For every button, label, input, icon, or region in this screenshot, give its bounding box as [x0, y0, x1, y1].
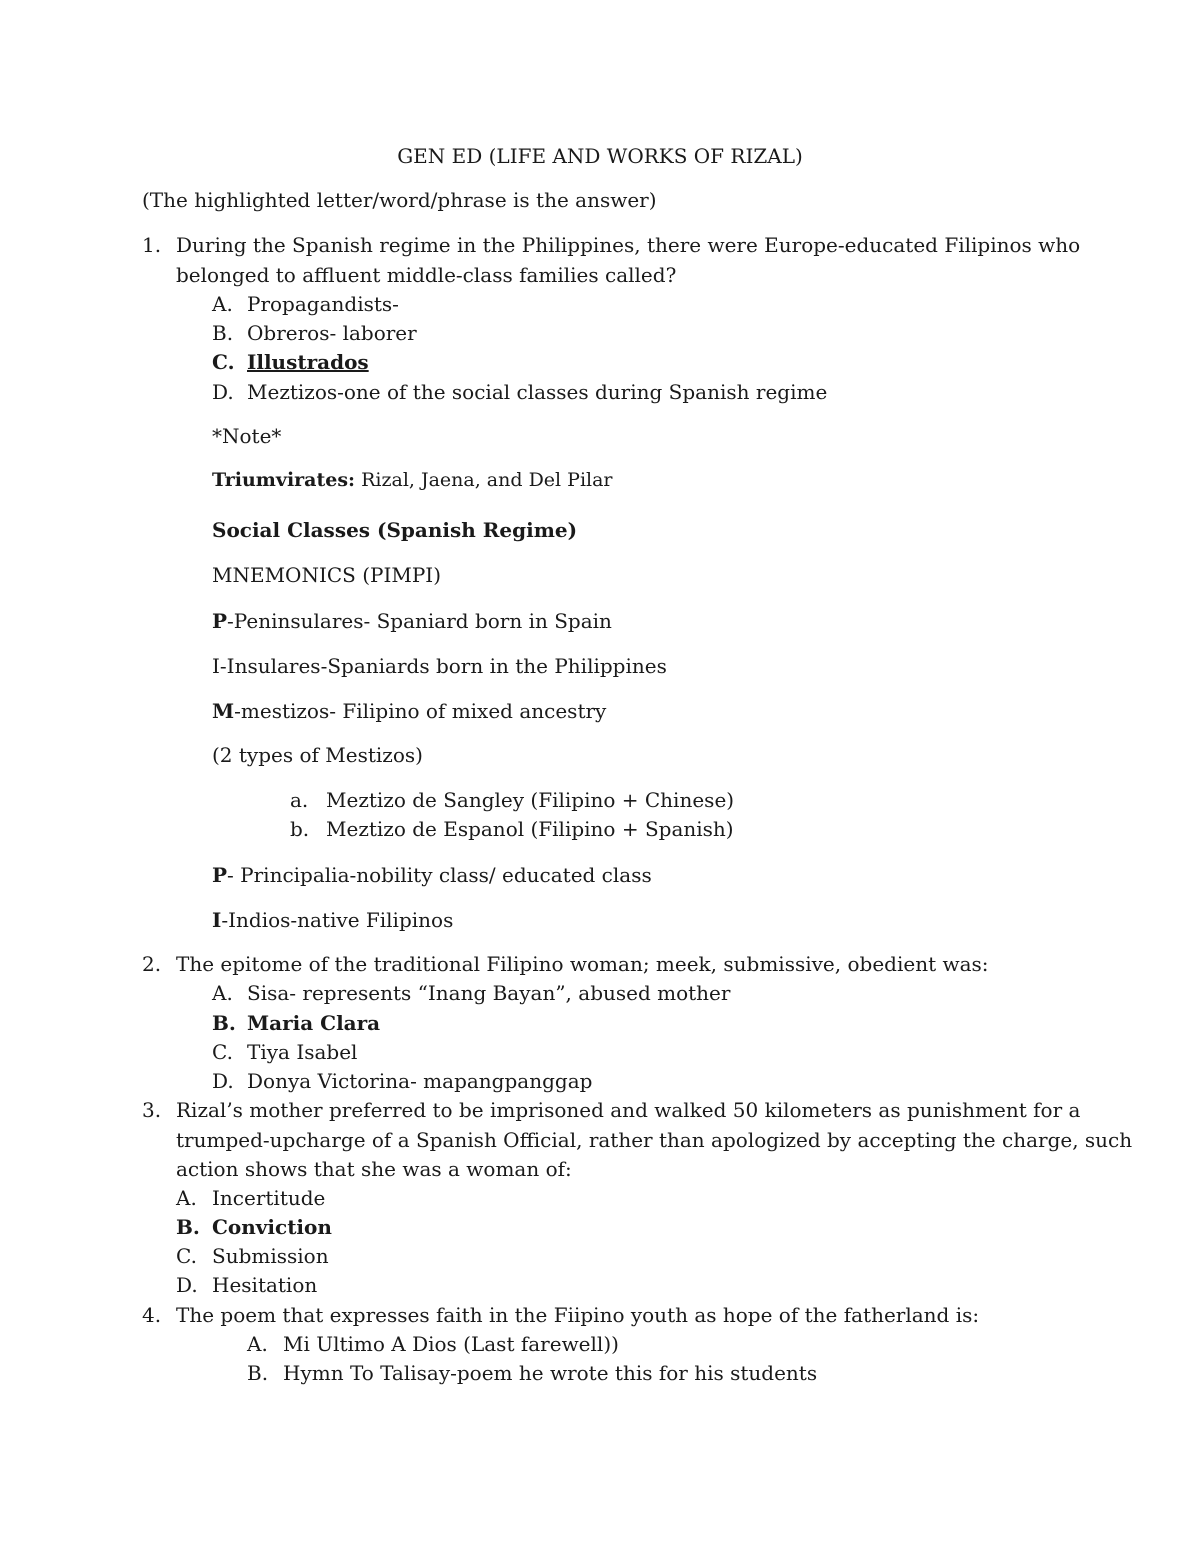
instruction-text: (The highlighted letter/word/phrase is the answer) [142, 188, 657, 212]
class-description: - Principalia-nobility class/ educated class [227, 863, 652, 887]
question-number: 4. [142, 1303, 162, 1327]
mestizo-type-text: Meztizo de Espanol (Filipino + Spanish) [326, 817, 734, 841]
document-title: GEN ED (LIFE AND WORKS OF RIZAL) [397, 144, 803, 168]
class-line [212, 652, 667, 680]
option-letter: A. [212, 981, 233, 1005]
option-letter: A. [212, 292, 233, 316]
option-letter: C. [176, 1244, 197, 1268]
class-line [212, 861, 652, 889]
question-number: 3. [142, 1098, 162, 1122]
class-initial: I [212, 908, 222, 932]
triumvirates-label: Triumvirates: [212, 469, 356, 491]
question-text-line: trumped-upcharge of a Spanish Official, rather than apologized by accepting the charge, such [176, 1128, 1133, 1152]
social-classes-heading: Social Classes (Spanish Regime) [212, 518, 578, 542]
class-description: -Indios-native Filipinos [221, 908, 454, 932]
triumvirates-text: Rizal, Jaena, and Del Pilar [355, 469, 613, 491]
mestizo-type-text: Meztizo de Sangley (Filipino + Chinese) [326, 788, 735, 812]
option-text: Donya Victorina- mapangpanggap [247, 1069, 593, 1093]
answer-option-letter: C. [212, 350, 235, 374]
class-line [212, 906, 453, 934]
question-number: 1. [142, 233, 162, 257]
option-text: Tiya Isabel [247, 1040, 358, 1064]
option-text: Mi Ultimo A Dios (Last farewell)) [283, 1332, 619, 1356]
answer-option-letter: B. [212, 1011, 236, 1035]
answer-option-letter: B. [176, 1215, 200, 1239]
option-letter: A. [176, 1186, 197, 1210]
mestizo-type-letter: a. [290, 788, 309, 812]
answer-option-text: Illustrados [247, 350, 369, 374]
note-label: *Note* [212, 424, 282, 448]
mnemonics-label: MNEMONICS (PIMPI) [212, 563, 442, 587]
question-text-line: During the Spanish regime in the Philippines, there were Europe-educated Filipinos who [176, 233, 1081, 257]
option-text: Meztizos-one of the social classes during Spanish regime [247, 380, 828, 404]
option-letter: A. [247, 1332, 268, 1356]
question-text-line: The poem that expresses faith in the Fiipino youth as hope of the fatherland is: [176, 1303, 980, 1327]
class-line [212, 697, 606, 725]
option-text: Propagandists- [247, 292, 399, 316]
option-text: Obreros- laborer [247, 321, 417, 345]
class-description: -Peninsulares- Spaniard born in Spain [227, 609, 612, 633]
option-text: Hymn To Talisay-poem he wrote this for his students [283, 1361, 818, 1385]
class-description: -mestizos- Filipino of mixed ancestry [234, 699, 607, 723]
mestizo-types-label: (2 types of Mestizos) [212, 743, 423, 767]
triumvirates-line [212, 466, 613, 494]
question-text-line: action shows that she was a woman of: [176, 1157, 572, 1181]
option-text: Hesitation [212, 1273, 318, 1297]
option-letter: B. [212, 321, 234, 345]
answer-option-text: Conviction [212, 1215, 332, 1239]
option-letter: C. [212, 1040, 233, 1064]
class-initial: P [212, 863, 228, 887]
option-letter: D. [176, 1273, 198, 1297]
class-initial: M [212, 699, 235, 723]
option-text: Submission [212, 1244, 329, 1268]
option-letter: D. [212, 380, 234, 404]
question-text-line: The epitome of the traditional Filipino woman; meek, submissive, obedient was: [176, 952, 989, 976]
question-text-line: belonged to affluent middle-class families called? [176, 263, 677, 287]
class-initial: P [212, 609, 228, 633]
class-description: -Insulares-Spaniards born in the Philippines [219, 654, 667, 678]
mestizo-type-letter: b. [290, 817, 310, 841]
option-letter: D. [212, 1069, 234, 1093]
question-text-line: Rizal’s mother preferred to be imprisoned and walked 50 kilometers as punishment for a [176, 1098, 1081, 1122]
question-number: 2. [142, 952, 162, 976]
option-text: Sisa- represents “Inang Bayan”, abused mother [247, 981, 731, 1005]
class-initial: I [212, 654, 220, 678]
class-line [212, 607, 612, 635]
option-letter: B. [247, 1361, 269, 1385]
option-text: Incertitude [212, 1186, 326, 1210]
answer-option-text: Maria Clara [247, 1011, 381, 1035]
